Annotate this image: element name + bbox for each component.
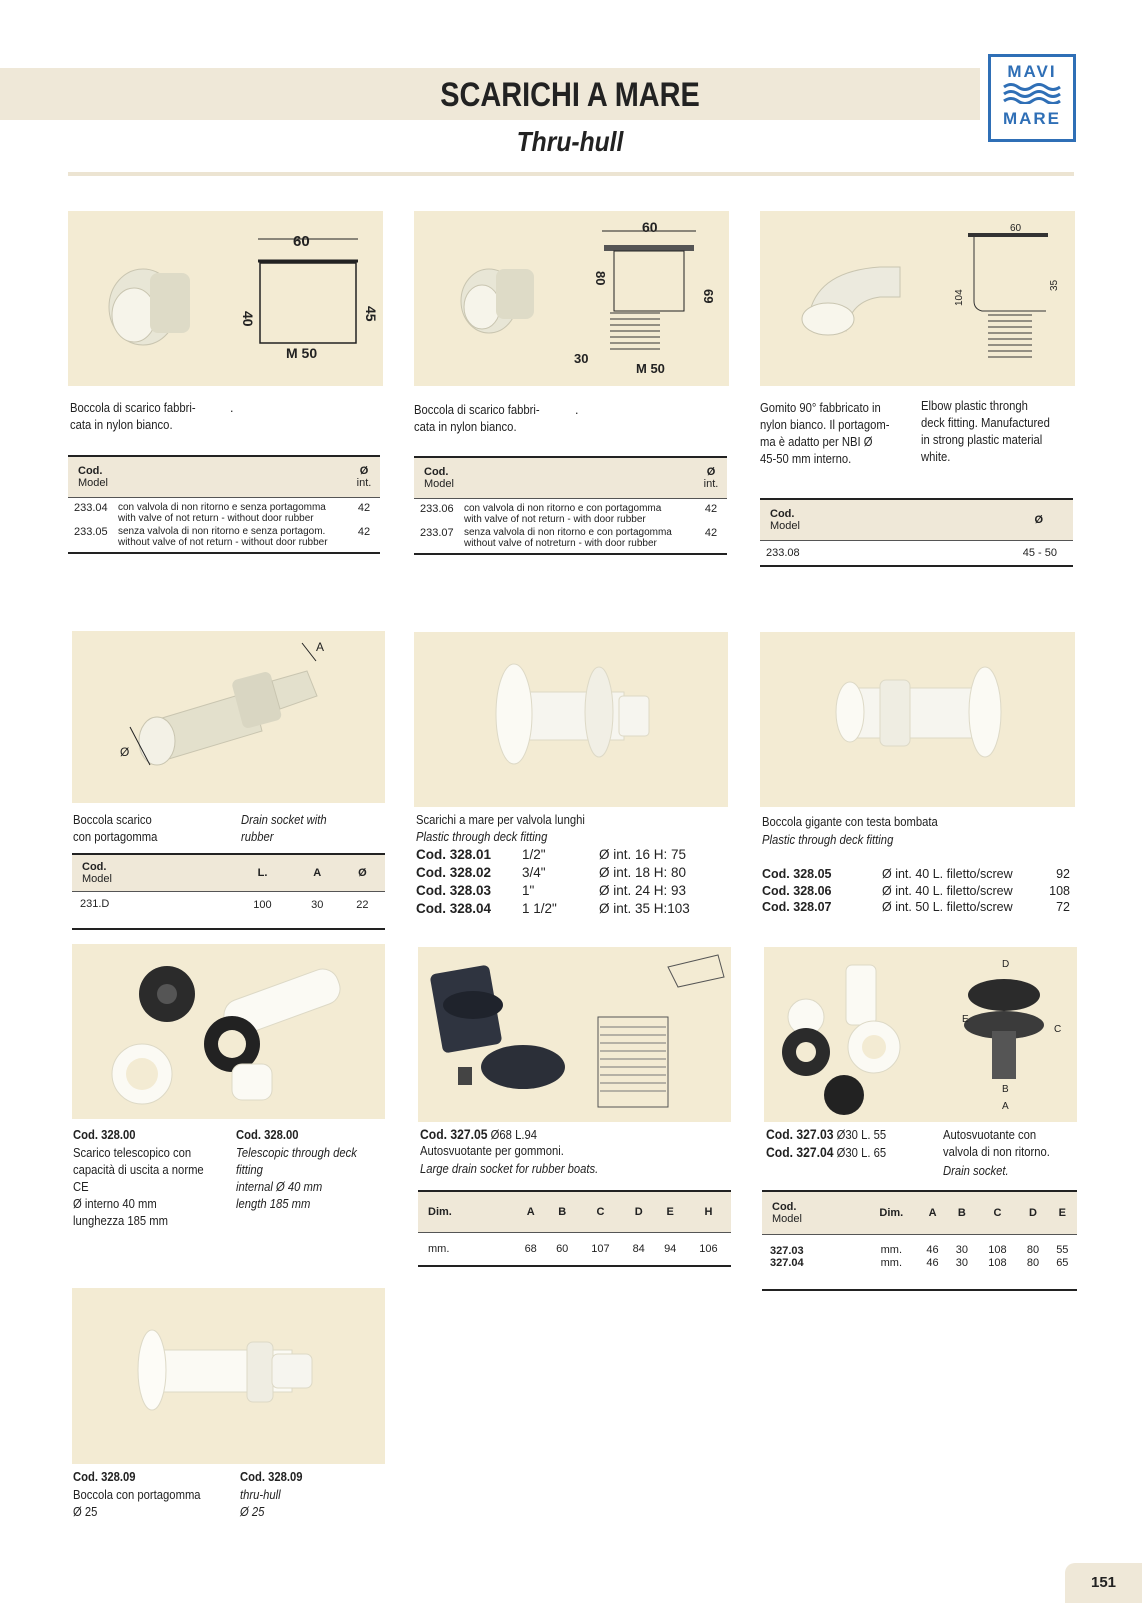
product-233-04-table	[68, 455, 380, 554]
desc-dot: .	[575, 403, 579, 417]
product-327-05-photo	[418, 947, 731, 1122]
product-231-d-desc-it: Boccola scarico con portagomma	[73, 813, 158, 844]
list-item: Cod. 328.01 1/2" Ø int. 16 H: 75	[416, 847, 687, 862]
dim-top-label: 60	[1010, 223, 1022, 234]
product-328-00-code-it: Cod. 328.00	[73, 1128, 136, 1142]
elbow-fitting-diagram	[760, 211, 1075, 386]
label-diameter: Ø	[120, 745, 130, 759]
dim-right-label: 69	[701, 289, 716, 304]
table-row: 327.04 mm. 46 30 108 80 65	[770, 1256, 1069, 1269]
waves-icon	[1002, 82, 1062, 104]
product-233-08-table: Cod. Model Ø 233.08 45 - 50	[760, 498, 1073, 567]
dim-c-label: C	[1054, 1024, 1062, 1035]
product-327-05-code: Cod. 327.05 Ø68 L.94	[420, 1127, 537, 1142]
table-row: 233.06 con valvola di non ritorno e con portagomma with valve of not return - with door rubber 42	[420, 503, 718, 525]
thru-hull-fitting-diagram	[68, 211, 383, 386]
table-row: 233.08 45 - 50	[766, 547, 1057, 559]
list-item: Cod. 328.03 1" Ø int. 24 H: 93	[416, 883, 687, 898]
label-a: A	[316, 640, 325, 654]
table-row: 233.04 con valvola di non ritorno e senza portagomma with valve of not return - without door rubber 42	[74, 502, 371, 524]
product-231-d-photo	[72, 631, 385, 803]
table-row: 231.D 100 30 22	[80, 898, 369, 911]
table-row: 233.05 senza valvola di non ritorno e senza portagom. without valve of not return - without door rubber 42	[74, 526, 371, 548]
product-327-03-desc-en: Drain socket.	[943, 1164, 1009, 1178]
self-draining-socket-illustration	[764, 947, 1077, 1122]
header-divider	[68, 172, 1074, 176]
product-328-09-desc-en: thru-hull Ø 25	[240, 1488, 281, 1519]
product-328-05-desc-it: Boccola gigante con testa bombata	[762, 815, 938, 829]
product-328-01-photo	[414, 632, 728, 807]
product-328-09-code-it: Cod. 328.09	[73, 1470, 136, 1484]
product-328-05-desc-en: Plastic through deck fitting	[762, 833, 894, 847]
dim-b-label: B	[1002, 1084, 1009, 1095]
dim-top-label: 60	[293, 233, 310, 250]
product-231-d-desc-en: Drain socket with rubber	[241, 813, 327, 844]
product-328-00-code-en: Cod. 328.00	[236, 1128, 299, 1142]
list-item: Cod. 328.04 1 1/2" Ø int. 35 H:103	[416, 901, 690, 916]
list-item: Cod. 328.02 3/4" Ø int. 18 H: 80	[416, 865, 687, 880]
product-233-04-photo	[68, 211, 383, 386]
product-231-d-table: Cod. Model L. A Ø 231.D 100 30 22	[72, 853, 385, 930]
product-233-06-desc: Boccola di scarico fabbri- cata in nylon bianco.	[414, 403, 540, 434]
table-row: 327.03 mm. 46 30 108 80 55	[770, 1244, 1069, 1257]
product-233-06-table: Cod. Model Ø int. 233.06 con valvola di non ritorno e con portagomma with valve of not return - with door rubber 42 233.07 senza valvola di non ritorno e con portagomma without valve of notreturn - with door rubber 42	[414, 456, 727, 555]
thru-hull-fitting-diagram	[414, 211, 729, 386]
product-327-03-desc-it: Autosvuotante con valvola di non ritorno.	[943, 1128, 1050, 1159]
page-number: 151	[1065, 1563, 1142, 1603]
product-233-08-photo	[760, 211, 1075, 386]
hose-socket-illustration	[72, 631, 385, 803]
product-328-09-photo	[72, 1288, 385, 1464]
dim-a-label: A	[1002, 1101, 1009, 1112]
giant-socket-illustration	[760, 632, 1075, 807]
page-subtitle: Thru-hull	[516, 126, 624, 157]
page-title: SCARICHI A MARE	[440, 76, 700, 114]
list-item: Cod. 327.03 Ø30 L. 55	[766, 1127, 887, 1142]
product-328-00-desc-en: Telescopic through deck fitting internal Ø 40 mm length 185 mm	[236, 1146, 357, 1211]
product-327-03-table: Cod. Model Dim. A B C D E 327.03 mm. 46 30 108 80 55 327.04 mm. 46 30 108 80 65	[762, 1190, 1077, 1291]
product-233-06-photo	[414, 211, 729, 386]
product-327-03-codes	[766, 1126, 886, 1162]
product-328-05-photo	[760, 632, 1075, 807]
dim-left-label: 40	[240, 311, 256, 327]
list-item: Cod. 328.07 Ø int. 50 L. filetto/screw 72	[762, 900, 1070, 914]
product-327-05-desc-it: Autosvuotante per gommoni.	[420, 1144, 564, 1158]
product-233-08-desc-en: Elbow plastic throngh deck fitting. Manufactured in strong plastic material white.	[921, 399, 1050, 464]
product-327-05-desc-en: Large drain socket for rubber boats.	[420, 1162, 599, 1176]
product-327-05-table: Dim. A B C D E H mm. 68 60 107 84 94 106	[418, 1190, 731, 1267]
dim-right-label: 45	[363, 306, 379, 322]
dim-left-label: 104	[954, 289, 965, 306]
dim-e-label: E	[962, 1014, 969, 1025]
dim-left-label: 80	[593, 271, 608, 286]
product-328-desc-en: Plastic through deck fitting	[416, 830, 548, 844]
dim-right-label: 35	[1049, 279, 1060, 291]
dim-bottom-label: M 50	[286, 345, 318, 361]
product-328-09-code-en: Cod. 328.09	[240, 1470, 303, 1484]
header-diameter: Ø	[359, 465, 369, 477]
logo-text-top: MAVI	[1007, 62, 1057, 81]
list-item: Cod. 328.05 Ø int. 40 L. filetto/screw 92	[762, 867, 1070, 881]
dim-bottom-label: M 50	[636, 361, 665, 376]
product-328-00-desc-it: Scarico telescopico con capacità di uscita a norme CE Ø interno 40 mm lunghezza 185 mm	[73, 1146, 204, 1228]
list-item: Cod. 327.04 Ø30 L. 65	[766, 1145, 887, 1160]
long-thru-hull-illustration	[414, 632, 728, 807]
mavi-mare-logo	[988, 54, 1076, 142]
table-row: 233.07 senza valvola di non ritorno e con portagomma without valve of notreturn - with door rubber 42	[420, 527, 718, 549]
product-233-08-desc-it: Gomito 90° fabbricato in nylon bianco. Il portagom- ma è adatto per NBI Ø 45-50 mm interno.	[760, 401, 890, 466]
product-328-list	[416, 846, 716, 918]
header-cod: Cod.	[78, 465, 103, 477]
header-int: int.	[356, 477, 372, 489]
product-327-03-photo	[764, 947, 1077, 1122]
dim-d-label: D	[1002, 959, 1010, 970]
dim-bottom-left-label: 30	[574, 351, 589, 366]
header-model: Model	[78, 477, 108, 489]
list-item: Cod. 328.06 Ø int. 40 L. filetto/screw 108	[762, 883, 1070, 898]
dim-top-label: 60	[642, 219, 658, 235]
telescopic-drain-illustration	[72, 944, 385, 1119]
product-328-09-desc-it: Boccola con portagomma Ø 25	[73, 1488, 201, 1519]
desc-dot: .	[230, 401, 234, 415]
product-328-05-list	[762, 866, 1070, 916]
drain-socket-rubber-boat-illustration	[418, 947, 731, 1122]
product-233-04-desc: Boccola di scarico fabbri- cata in nylon bianco.	[70, 401, 196, 432]
hose-thru-hull-illustration	[72, 1288, 385, 1464]
product-328-desc-it: Scarichi a mare per valvola lunghi	[416, 813, 585, 827]
product-328-00-photo	[72, 944, 385, 1119]
logo-text-bottom: MARE	[1002, 109, 1062, 128]
table-row: mm. 68 60 107 84 94 106	[428, 1243, 718, 1255]
